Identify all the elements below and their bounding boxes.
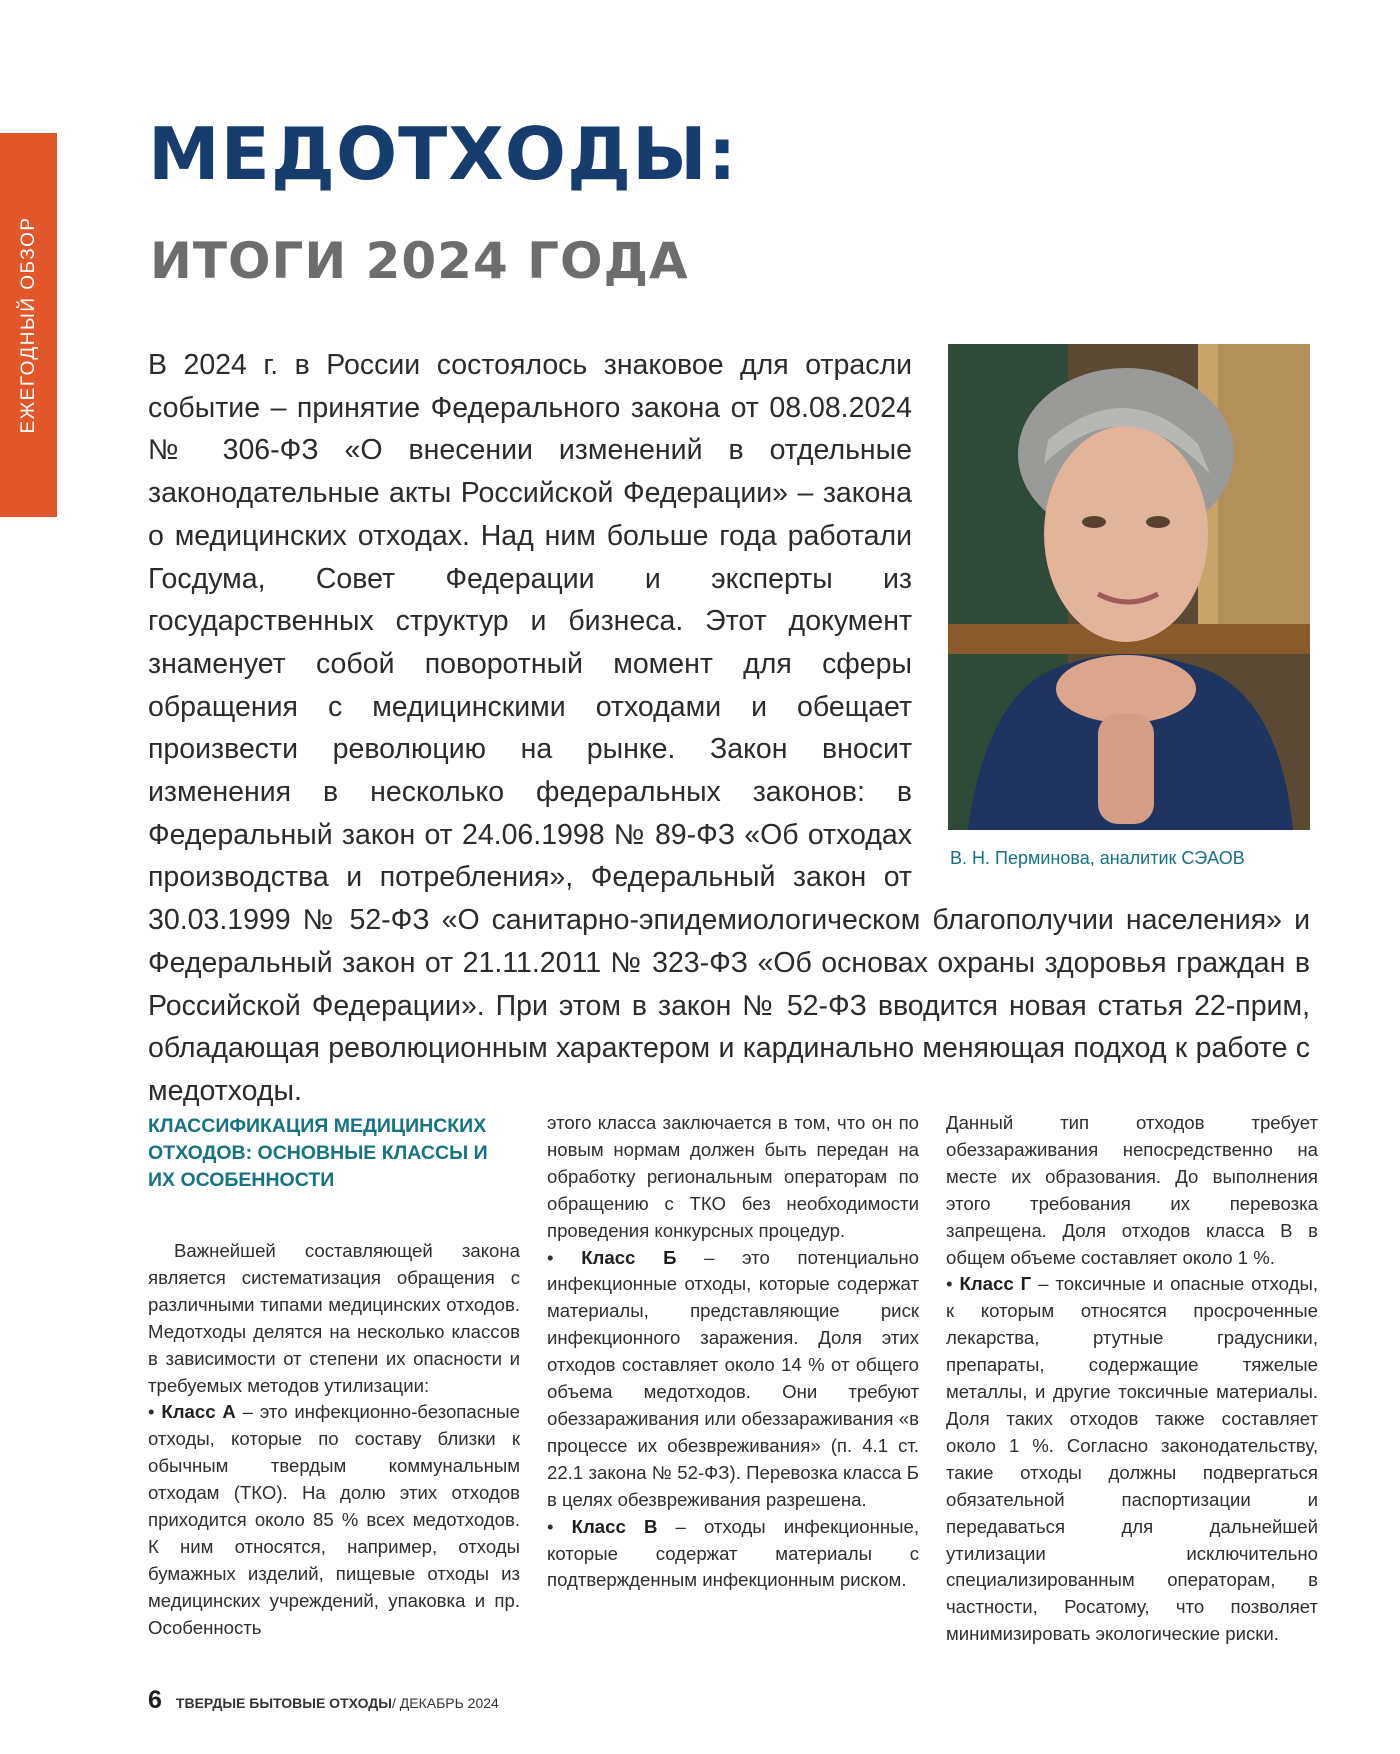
magazine-name: ТВЕРДЫЕ БЫТОВЫЕ ОТХОДЫ (175, 1695, 392, 1711)
class-a-item: • Класс А – это инфекционно-безопасные отходы, которые по составу близки к обычным твердым коммунальным отходам (ТКО). На долю этих отходов приходится около 85 % всех медотходов. К ним относятся, например, отходы бумажных изделий, пищевые отходы из медицинских учреждений, упаковка и пр. Особенность (148, 1401, 520, 1638)
column-3 (946, 1110, 1318, 1648)
portrait-caption: В. Н. Перминова, аналитик СЭАОВ (950, 848, 1245, 868)
portrait-figure (948, 344, 1310, 880)
class-b-item: • Класс Б – это потенциально инфекционные отходы, которые содержат материалы, представляющие риск инфекционного заражения. Доля этих отходов составляет около 14 % от общего объема медотходов. Они требуют обеззараживания или обеззараживания «в процессе их обезвреживания» (п. 4.1 ст. 22.1 закона № 52-ФЗ). Перевозка класса Б в целях обезвреживания разрешена. (547, 1246, 919, 1510)
article-title: МЕДОТХОДЫ: (148, 112, 738, 196)
page-number: 6 (148, 1686, 162, 1714)
class-v-text: – отходы инфекционные, которые содержат материалы с подтвержденным инфекционным риском. (547, 1515, 920, 1591)
portrait-illustration (948, 344, 1310, 830)
article-subtitle: ИТОГИ 2024 ГОДА (150, 232, 689, 290)
class-v-label: Класс В (571, 1515, 658, 1537)
class-v-item: • Класс В – отходы инфекционные, которые содержат материалы с подтвержденным инфекционным риском. (547, 1515, 920, 1591)
class-g-label: Класс Г (959, 1273, 1032, 1295)
column-1 (148, 1113, 520, 1642)
class-v-continuation: Данный тип отходов требует обеззараживания непосредственно на месте их образования. До выполнения этого требования их перевозка запрещена. Доля отходов класса В в общем объеме составляет около 1 %. (946, 1112, 1318, 1268)
lead-text: В 2024 г. в России состоялось знаковое для отрасли событие – принятие Федерального закона от 08.08.2024 № 306-ФЗ «О внесении изменений в отдельные законодательные акты Российской Федерации» – закона о медицинских отходах. Над ним больше года работали Госдума, Совет Федерации и эксперты из государственных структур и бизнеса. Этот документ знаменует собой поворотный момент для сферы обращения с медицинскими отходами и обещает произвести революцию на рынке. Закон вносит изменения в несколько федеральных законов: в Федеральный закон от 24.06.1998 № 89-ФЗ «Об отходах производства и потребления», Федеральный закон от 30.03.1999 № 52-ФЗ «О санитарно-эпидемиологическом благополучии населения» и Федеральный закон от 21.11.2011 № 323-ФЗ «Об основах охраны здоровья граждан в Российской Федерации». При этом в закон № 52-ФЗ вводится новая статья 22-прим, обладающая революционным характером и кардинально меняющая подход к работе с медотходы. (148, 349, 1310, 1107)
side-tab-label: ЕЖЕГОДНЫЙ ОБЗОР (17, 216, 39, 434)
issue-date: / ДЕКАБРЬ 2024 (391, 1695, 499, 1711)
class-g-text: – токсичные и опасные отходы, к которым относятся просроченные лекарства, ртутные градусники, препараты, содержащие тяжелые металлы, и другие токсичные материалы. Доля таких отходов также составляет около 1 %. Согласно законодательству, такие отходы должны подвергаться обязательной паспортизации и передаваться для дальнейшей утилизации исключительно специализированным операторам, в частности, Росатому, что позволяет минимизировать экологические риски. (946, 1273, 1318, 1645)
class-a-label: Класс А (161, 1401, 236, 1423)
class-a-continuation: этого класса заключается в том, что он по новым нормам должен быть передан на обработку региональным операторам по обращению с ТКО без необходимости проведения конкурсных процедур. (547, 1112, 919, 1241)
portrait-photo (948, 344, 1310, 830)
class-g-item: • Класс Г – токсичные и опасные отходы, к которым относятся просроченные лекарства, ртутные градусники, препараты, содержащие тяжелые металлы, и другие токсичные материалы. Доля таких отходов также составляет около 1 %. Согласно законодательству, такие отходы должны подвергаться обязательной паспортизации и передаваться для дальнейшей утилизации исключительно специализированным операторам, в частности, Росатому, что позволяет минимизировать экологические риски. (946, 1273, 1318, 1645)
column-2 (547, 1110, 919, 1594)
lead-paragraph (148, 344, 1310, 1113)
section-heading: КЛАССИФИКАЦИЯ МЕДИЦИНСКИХ ОТХОДОВ: ОСНОВНЫЕ КЛАССЫ И ИХ ОСОБЕННОСТИ (148, 1115, 488, 1191)
class-a-text: – это инфекционно-безопасные отходы, которые по составу близки к обычным твердым коммунальным отходам (ТКО). На долю этих отходов приходится около 85 % всех медотходов. К ним относятся, например, отходы бумажных изделий, пищевые отходы из медицинских учреждений, упаковка и пр. Особенность (148, 1401, 520, 1638)
class-b-text: – это потенциально инфекционные отходы, которые содержат материалы, представляющие риск инфекционного заражения. Доля этих отходов составляет около 14 % от общего объема медотходов. Они требуют обеззараживания или обеззараживания «в процессе их обезвреживания» (п. 4.1 ст. 22.1 закона № 52-ФЗ). Перевозка класса Б в целях обезвреживания разрешена. (547, 1246, 919, 1510)
page-footer (148, 1686, 499, 1715)
class-b-label: Класс Б (581, 1246, 677, 1268)
section-side-tab (0, 133, 57, 517)
section-intro: Важнейшей составляющей закона является систематизация обращения с различными типами медицинских отходов. Медотходы делятся на несколько классов в зависимости от степени их опасности и требуемых методов утилизации: (148, 1240, 520, 1396)
